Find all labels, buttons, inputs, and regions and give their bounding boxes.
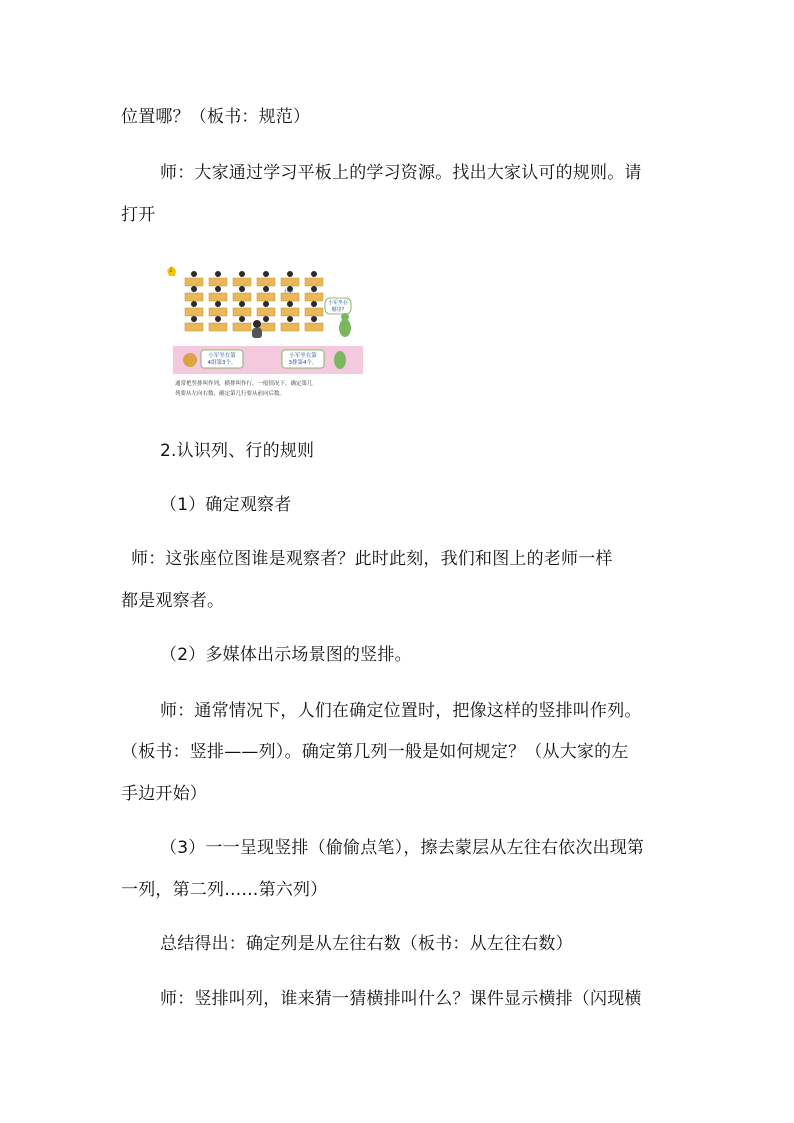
paragraph-present-line2: 一列，第二列……第六列）	[121, 880, 328, 900]
paragraph-columns-line1: 师：通常情况下，人们在确定位置时，把像这样的竖排叫作列。	[160, 701, 642, 721]
bubble-left-text: 小军坐在第 4组第3个。	[207, 353, 237, 366]
paragraph-board-note: 位置哪？（板书：规范）	[121, 107, 311, 127]
figure-caption-line2: 列要从左向右数，确定第几行要从前向后数。	[175, 391, 286, 397]
paragraph-teacher-resources-line1: 师：大家通过学习平板上的学习资源。找出大家认可的规则。请	[160, 163, 642, 183]
teacher-figure	[252, 320, 262, 338]
paragraph-summary: 总结得出：确定列是从左往右数（板书：从左往右数）	[160, 934, 573, 954]
subheading-observer: （1）确定观察者	[160, 495, 292, 515]
paragraph-present-line1: （3）一一呈现竖排（偷偷点笔），擦去蒙层从左往右依次出现第	[160, 838, 645, 858]
badge-number: 1	[169, 267, 173, 274]
paragraph-observer-line1: 师：这张座位图谁是观察者？此时此刻，我们和图上的老师一样	[131, 549, 613, 569]
child-left	[183, 353, 197, 367]
paragraph-columns-line3: 手边开始）	[121, 784, 207, 804]
paragraph-observer-line2: 都是观察者。	[121, 591, 225, 611]
dragon-figure	[339, 313, 351, 337]
section-heading-rules: 2.认识列、行的规则	[160, 441, 315, 461]
figure-caption-line1: 通常把竖排叫作列，横排叫作行。一般情况下，确定第几	[175, 381, 313, 387]
seating-figure	[165, 262, 365, 412]
bubble-right-text: 小军坐在第 3排第4个。	[288, 353, 318, 366]
name-tag: 小军	[283, 289, 294, 295]
paragraph-teacher-resources-line2: 打开	[121, 205, 156, 225]
paragraph-rows-question: 师：竖排叫列，谁来猜一猜横排叫什么？课件显示横排（闪现横	[160, 989, 642, 1009]
paragraph-columns-line2: （板书：竖排——列）。确定第几列一般是如何规定？（从大家的左	[121, 742, 629, 762]
bubble-top-text: 小军坐在 哪里?	[327, 300, 348, 313]
dragon-right	[334, 351, 346, 369]
subheading-multimedia: （2）多媒体出示场景图的竖排。	[160, 645, 412, 665]
